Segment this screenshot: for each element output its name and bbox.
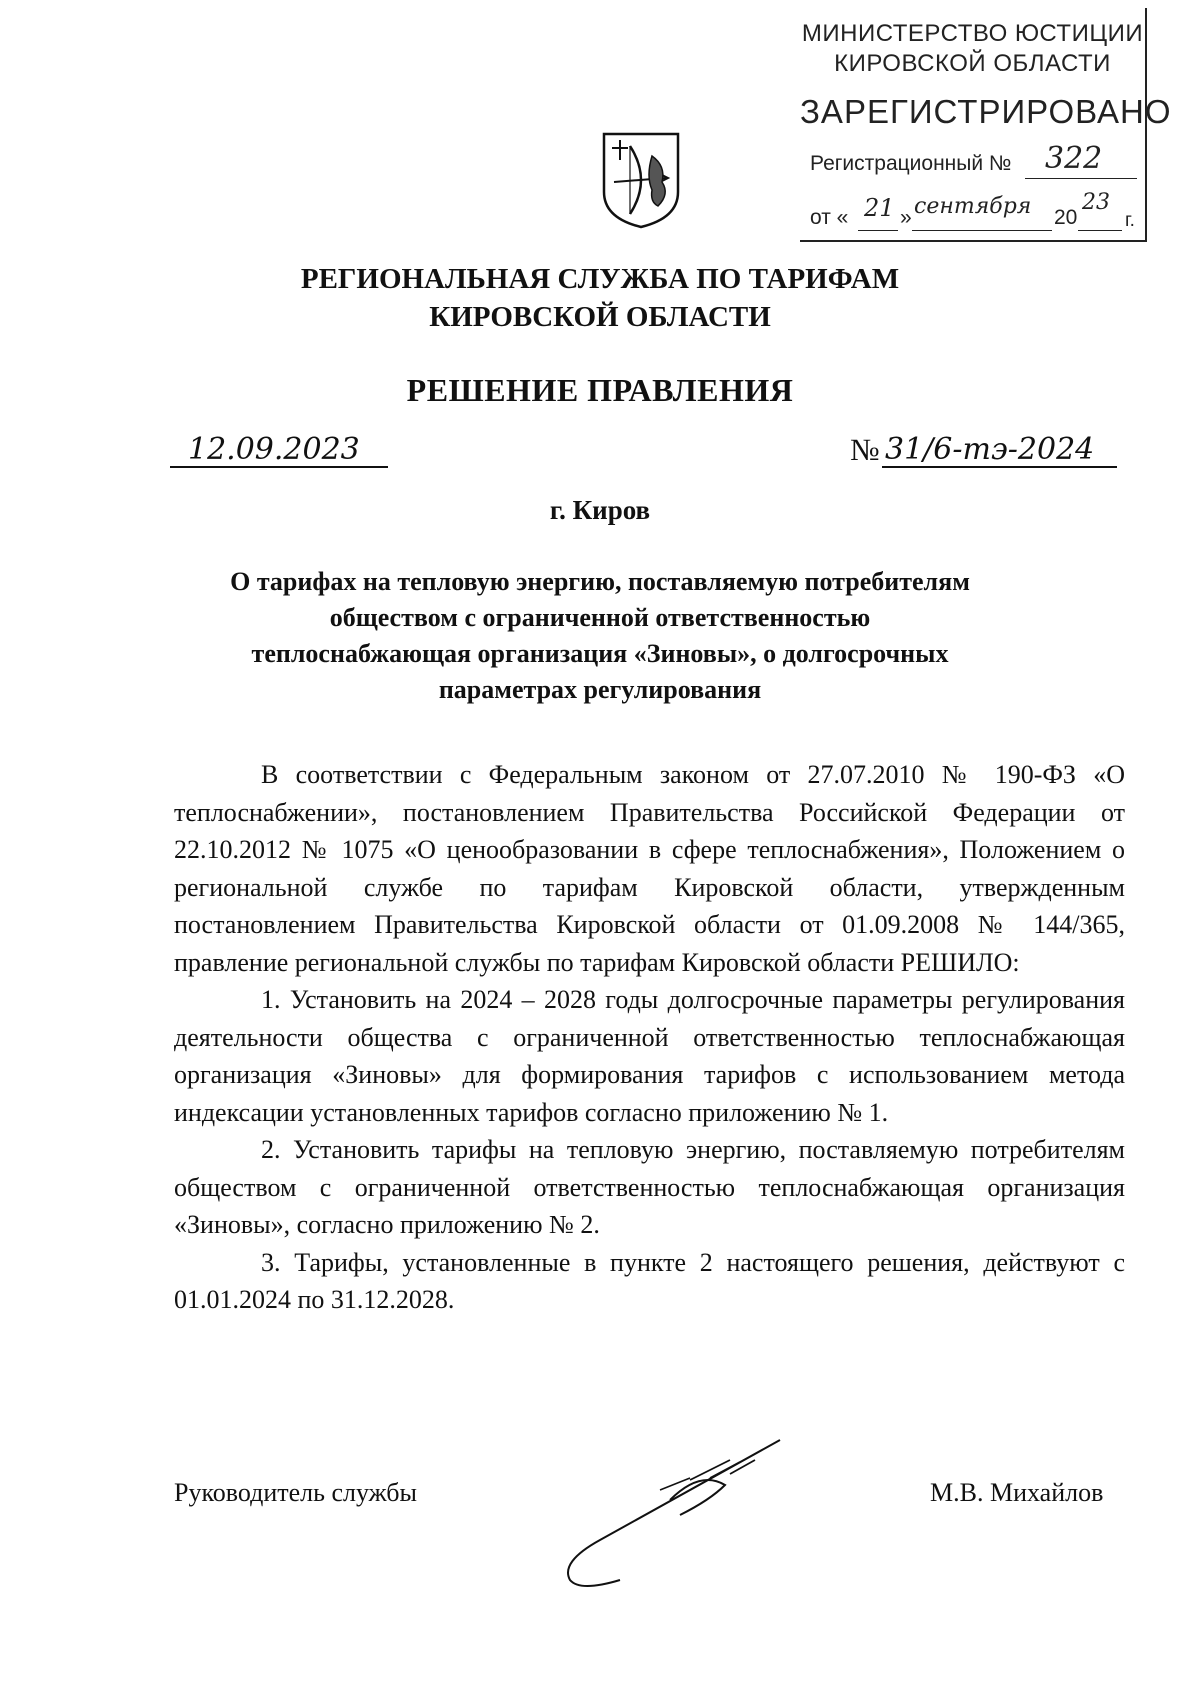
stamp-year-suffix: 23 <box>1082 190 1110 215</box>
stamp-reg-number: 322 <box>1045 141 1103 176</box>
item-1-paragraph: 1. Установить на 2024 – 2028 годы долгосрочные параметры регулирования деятельности общества с ограниченной ответственностью теплоснабжающая организация «Зиновы» для формирования тарифов с использованием метода индексации установленных тарифов согласно приложению № 1. <box>174 985 1125 1127</box>
organization-name <box>0 260 1200 336</box>
decision-number-line <box>882 466 1117 468</box>
preamble-paragraph: В соответствии с Федеральным законом от 27.07.2010 № 190-ФЗ «О теплоснабжении», постановлением Правительства Российской Федерации от 22.10.2012 № 1075 «О ценообразовании в сфере теплоснабжения», Положением о региональной службе по тарифам Кировской области, утвержденным постановлением Правительства Кировской области от 01.09.2008 № 144/365, правление региональной службы по тарифам Кировской области РЕШИЛО: <box>174 760 1125 977</box>
stamp-registered: ЗАРЕГИСТРИРОВАНО <box>800 93 1172 130</box>
stamp-day: 21 <box>864 194 895 222</box>
stamp-ministry: МИНИСТЕРСТВО ЮСТИЦИИ <box>801 20 1144 47</box>
stamp-reg-label: Регистрационный № <box>810 152 1012 175</box>
decision-number: 31/6-тэ-2024 <box>885 432 1095 467</box>
decision-date: 12.09.2023 <box>188 432 360 467</box>
item-3-paragraph: 3. Тарифы, установленные в пункте 2 настоящего решения, действуют с 01.01.2024 по 31.12.2028. <box>174 1247 1125 1314</box>
org-line-1: РЕГИОНАЛЬНАЯ СЛУЖБА ПО ТАРИФАМ <box>300 263 900 295</box>
document-subject: О тарифах на тепловую энергию, поставляемую потребителям обществом с ограниченной ответственностью теплоснабжающая организация «Зиновы», о долгосрочных параметрах регулирования <box>230 567 970 704</box>
registration-stamp <box>800 8 1172 242</box>
decision-date-line <box>170 466 388 468</box>
stamp-year-prefix: 20 <box>1054 206 1078 229</box>
stamp-region: КИРОВСКОЙ ОБЛАСТИ <box>834 50 1111 77</box>
signatory-position: Руководитель службы <box>174 1478 417 1507</box>
number-label: № <box>850 432 880 467</box>
document-title: РЕШЕНИЕ ПРАВЛЕНИЯ <box>406 372 794 408</box>
document-body <box>174 756 1125 1319</box>
handwritten-signature <box>540 1430 880 1590</box>
city: г. Киров <box>549 495 651 525</box>
stamp-year-end: г. <box>1125 210 1135 231</box>
signatory-name: М.В. Михайлов <box>930 1478 1104 1507</box>
item-2-paragraph: 2. Установить тарифы на тепловую энергию, поставляемую потребителям обществом с ограниченной ответственностью теплоснабжающая организация «Зиновы», согласно приложению № 2. <box>174 1135 1125 1239</box>
org-line-2: КИРОВСКОЙ ОБЛАСТИ <box>429 301 771 333</box>
kirov-coat-of-arms-icon <box>600 130 682 230</box>
stamp-date-prefix: от « <box>810 206 849 229</box>
stamp-quote-close: » <box>900 206 912 229</box>
stamp-month: сентября <box>914 194 1032 219</box>
